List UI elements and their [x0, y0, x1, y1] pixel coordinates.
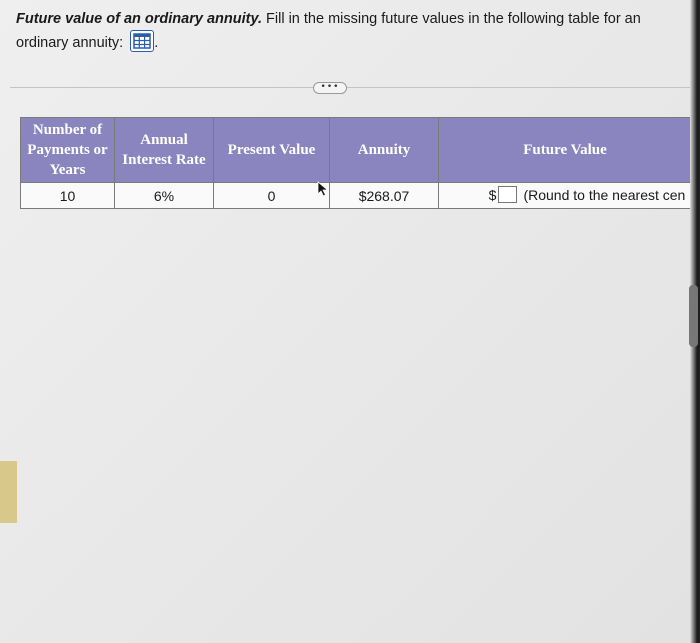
annuity-table [20, 117, 692, 209]
section-divider [10, 87, 694, 88]
question-title: Future value of an ordinary annuity. [16, 11, 262, 27]
prompt-period: . [154, 35, 159, 51]
cell-future-value [439, 183, 692, 209]
cell-present-value: 0 [214, 183, 330, 209]
more-options-button[interactable]: ••• [313, 82, 347, 94]
currency-symbol: $ [488, 186, 497, 203]
scrollbar-thumb[interactable] [689, 285, 698, 347]
future-value-input[interactable] [498, 186, 517, 203]
header-periods: Number of Payments or Years [21, 118, 115, 183]
question-text: Fill in the missing future values in the following table for an ordinary annuity: [16, 11, 641, 51]
header-present-value: Present Value [214, 118, 330, 183]
header-annuity: Annuity [330, 118, 439, 183]
mouse-pointer-icon [317, 181, 329, 197]
cell-rate: 6% [115, 183, 214, 209]
table-icon[interactable] [130, 30, 154, 52]
table-header-row [21, 118, 692, 183]
question-prompt [16, 7, 656, 55]
header-future-value: Future Value [439, 118, 692, 183]
cell-annuity: $268.07 [330, 183, 439, 209]
side-tab[interactable] [0, 461, 17, 523]
table-row [21, 183, 692, 209]
cell-periods: 10 [21, 183, 115, 209]
header-rate: Annual Interest Rate [115, 118, 214, 183]
rounding-note: (Round to the nearest cen [523, 186, 686, 203]
